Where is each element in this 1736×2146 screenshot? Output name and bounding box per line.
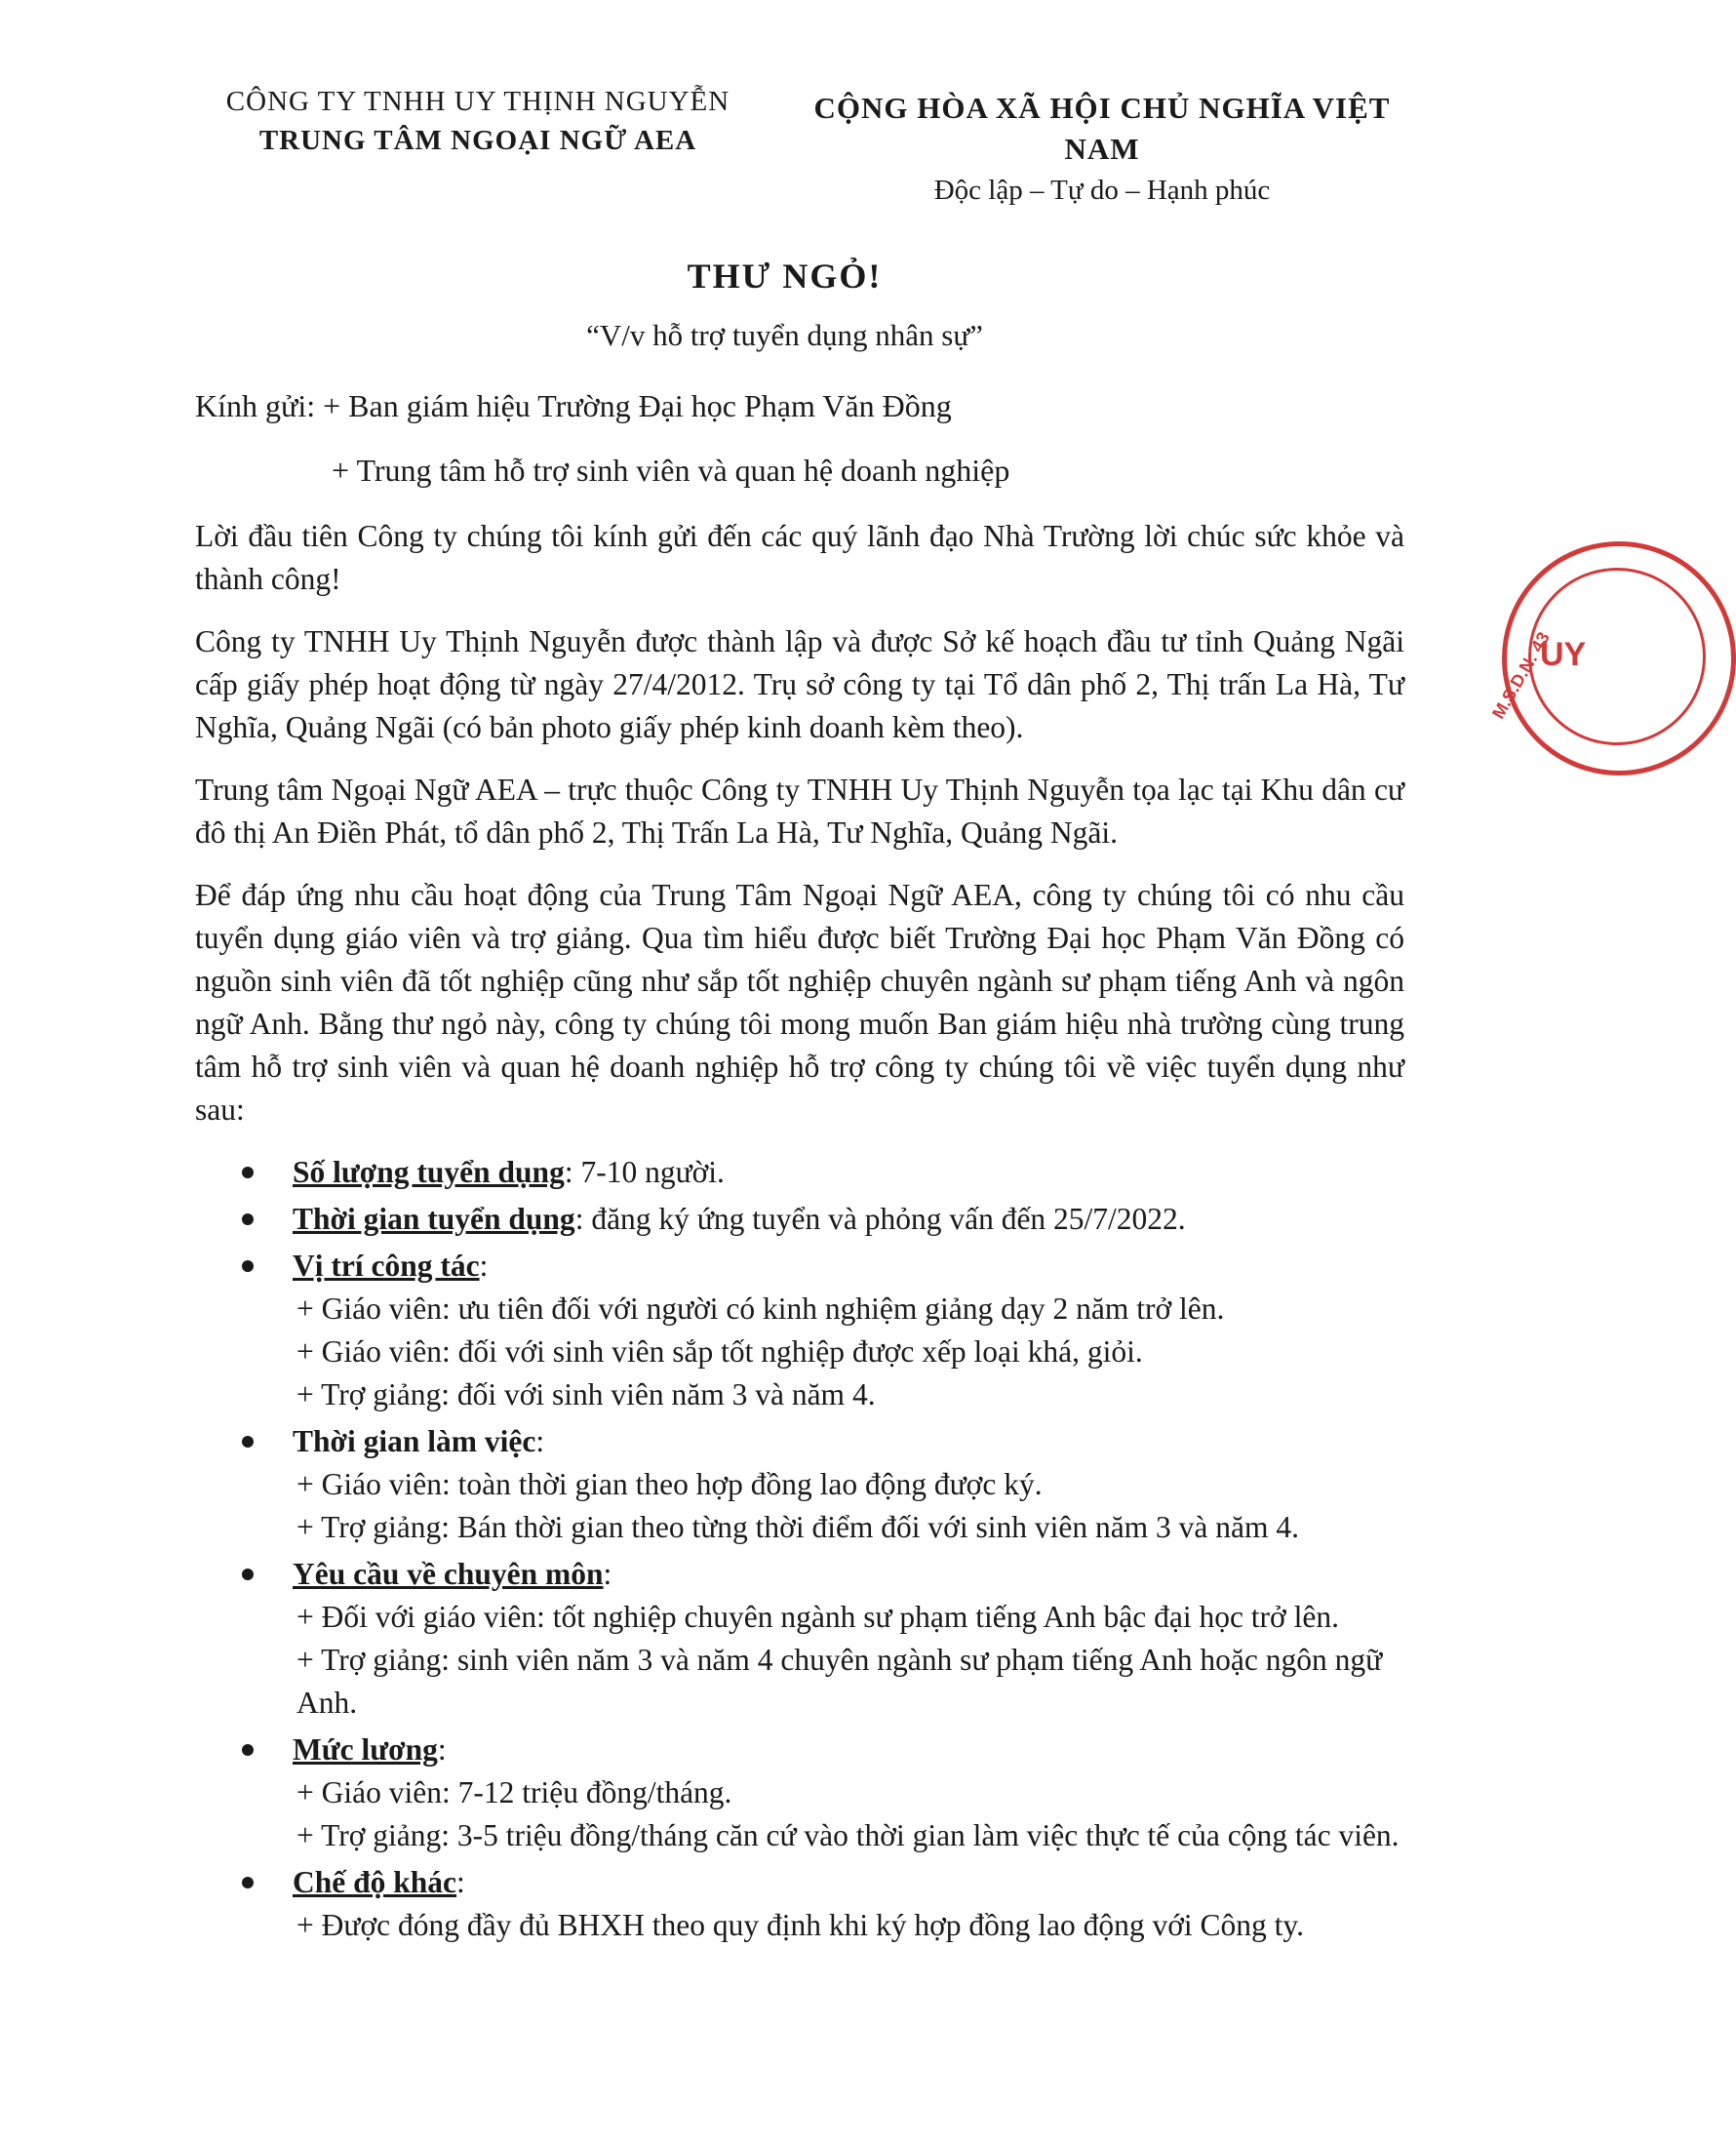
paragraph-company: Công ty TNHH Uy Thịnh Nguyễn được thành lập và được Sở kế hoạch đầu tư tỉnh Quảng Ngãi cấp giấy phép hoạt động từ ngày 27/4/2012. Trụ sở công ty tại Tổ dân phố 2, Thị trấn La Hà, Tư Nghĩa, Quảng Ngãi (có bản photo giấy phép kinh doanh kèm theo). bbox=[195, 624, 1404, 744]
letter-title: THƯ NGỎ! bbox=[687, 257, 883, 296]
item-label: Yêu cầu về chuyên môn bbox=[293, 1557, 604, 1591]
list-item-period bbox=[293, 1198, 1404, 1241]
bullet-icon bbox=[242, 1569, 254, 1580]
letter-subject: “V/v hỗ trợ tuyển dụng nhân sự” bbox=[586, 318, 983, 352]
bullet-icon bbox=[242, 1213, 254, 1225]
seal-text: UY bbox=[1540, 636, 1587, 673]
list-item-position bbox=[293, 1245, 1404, 1416]
item-line: + Trợ giảng: 3-5 triệu đồng/tháng căn cứ vào thời gian làm việc thực tế của cộng tác viên. bbox=[296, 1818, 1400, 1852]
paragraph-greeting: Lời đầu tiên Công ty chúng tôi kính gửi đến các quý lãnh đạo Nhà Trường lời chúc sức khỏe và thành công! bbox=[195, 519, 1404, 596]
national-header bbox=[780, 88, 1424, 211]
item-colon: : bbox=[535, 1424, 545, 1458]
center-name: TRUNG TÂM NGOẠI NGỮ AEA bbox=[258, 125, 697, 156]
item-value: : 7-10 người. bbox=[564, 1155, 725, 1189]
item-line: + Đối với giáo viên: tốt nghiệp chuyên ngành sư phạm tiếng Anh bậc đại học trở lên. bbox=[296, 1600, 1339, 1634]
item-line: + Trợ giảng: đối với sinh viên năm 3 và năm 4. bbox=[296, 1377, 876, 1411]
seal-code: M.S.D.N: 43 bbox=[1488, 628, 1554, 723]
paragraph-center: Trung tâm Ngoại Ngữ AEA – trực thuộc Công ty TNHH Uy Thịnh Nguyễn tọa lạc tại Khu dân cư đô thị An Điền Phát, tổ dân phố 2, Thị Trấn La Hà, Tư Nghĩa, Quảng Ngãi. bbox=[195, 773, 1404, 850]
list-item-salary bbox=[293, 1729, 1404, 1857]
item-line: + Trợ giảng: Bán thời gian theo từng thời điểm đối với sinh viên năm 3 và năm 4. bbox=[296, 1510, 1300, 1544]
recruitment-list bbox=[195, 1151, 1404, 1947]
letter-body bbox=[195, 515, 1404, 1951]
item-colon: : bbox=[456, 1865, 465, 1899]
national-motto: Độc lập – Tự do – Hạnh phúc bbox=[933, 175, 1271, 206]
company-name: CÔNG TY TNHH UY THỊNH NGUYỄN bbox=[225, 86, 730, 117]
bullet-icon bbox=[242, 1436, 254, 1448]
list-item-worktime bbox=[293, 1420, 1404, 1549]
item-line: + Giáo viên: toàn thời gian theo hợp đồng lao động được ký. bbox=[296, 1467, 1043, 1501]
bullet-icon bbox=[242, 1877, 254, 1888]
bullet-icon bbox=[242, 1260, 254, 1272]
company-seal bbox=[1488, 541, 1736, 775]
item-colon: : bbox=[603, 1557, 612, 1591]
item-line: + Giáo viên: 7-12 triệu đồng/tháng. bbox=[296, 1775, 732, 1809]
item-line: + Giáo viên: đối với sinh viên sắp tốt nghiệp được xếp loại khá, giỏi. bbox=[296, 1334, 1143, 1369]
item-line: + Trợ giảng: sinh viên năm 3 và năm 4 chuyên ngành sư phạm tiếng Anh hoặc ngôn ngữ Anh. bbox=[296, 1643, 1383, 1720]
recipient-line-2: + Trung tâm hỗ trợ sinh viên và quan hệ doanh nghiệp bbox=[332, 453, 1010, 488]
item-label: Vị trí công tác bbox=[293, 1249, 480, 1283]
list-item-quantity bbox=[293, 1151, 1404, 1194]
item-colon: : bbox=[479, 1249, 489, 1283]
item-line: + Được đóng đầy đủ BHXH theo quy định khi ký hợp đồng lao động với Công ty. bbox=[296, 1908, 1304, 1942]
item-label: Thời gian làm việc bbox=[293, 1424, 536, 1458]
item-label: Số lượng tuyển dụng bbox=[293, 1155, 565, 1189]
item-label: Thời gian tuyển dụng bbox=[293, 1202, 575, 1236]
item-label: Chế độ khác bbox=[293, 1865, 457, 1899]
list-item-other bbox=[293, 1861, 1404, 1947]
national-title: CỘNG HÒA XÃ HỘI CHỦ NGHĨA VIỆT NAM bbox=[813, 91, 1391, 166]
list-item-requirements bbox=[293, 1553, 1404, 1725]
item-line: + Giáo viên: ưu tiên đối với người có kinh nghiệm giảng dạy 2 năm trở lên. bbox=[296, 1292, 1225, 1326]
item-label: Mức lương bbox=[293, 1732, 438, 1767]
bullet-icon bbox=[242, 1744, 254, 1756]
item-value: : đăng ký ứng tuyển và phỏng vấn đến 25/7/2022. bbox=[574, 1202, 1186, 1236]
organization-header bbox=[190, 82, 766, 160]
recipient-line-1: Kính gửi: + Ban giám hiệu Trường Đại học Phạm Văn Đồng bbox=[195, 388, 952, 423]
item-colon: : bbox=[437, 1732, 447, 1767]
bullet-icon bbox=[242, 1167, 254, 1178]
paragraph-request: Để đáp ứng nhu cầu hoạt động của Trung Tâm Ngoại Ngữ AEA, công ty chúng tôi có nhu cầu tuyển dụng giáo viên và trợ giảng. Qua tìm hiểu được biết Trường Đại học Phạm Văn Đồng có nguồn sinh viên đã tốt nghiệp cũng như sắp tốt nghiệp chuyên ngành sư phạm tiếng Anh và ngôn ngữ Anh. Bằng thư ngỏ này, công ty chúng tôi mong muốn Ban giám hiệu nhà trường cùng trung tâm hỗ trợ sinh viên và quan hệ doanh nghiệp hỗ trợ công ty chúng tôi về việc tuyển dụng như sau: bbox=[195, 878, 1404, 1127]
